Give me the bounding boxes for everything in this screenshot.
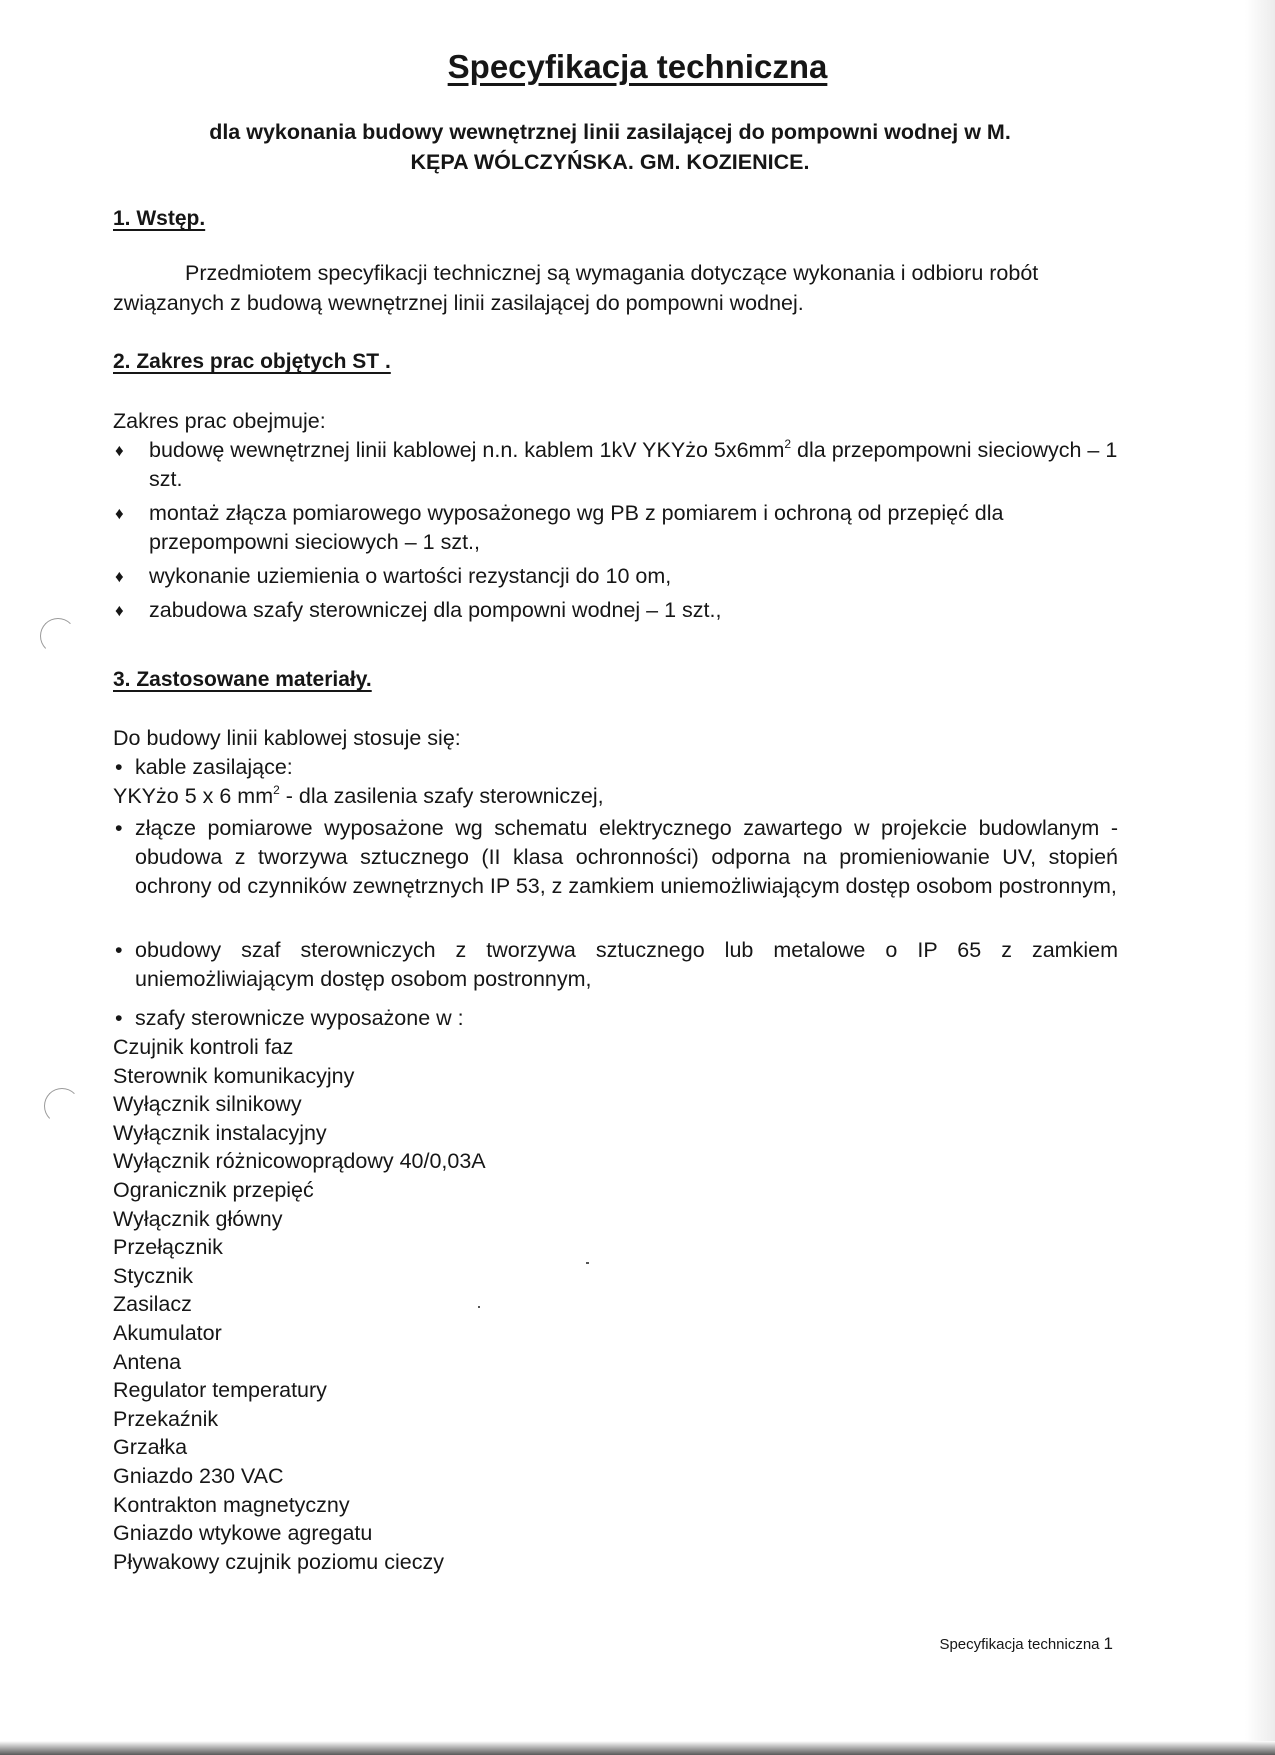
list-item: Akumulator xyxy=(113,1320,222,1345)
list-item: ♦ zabudowa szafy sterowniczej dla pompowni wodnej – 1 szt., xyxy=(113,596,1118,625)
footer-label: Specyfikacja techniczna xyxy=(939,1636,1100,1653)
list-item: Wyłącznik silnikowy xyxy=(113,1092,302,1117)
list-item: Zasilacz xyxy=(113,1292,192,1317)
list-item: Stycznik xyxy=(113,1263,194,1288)
section-heading-wstep: 1. Wstęp. xyxy=(113,207,206,230)
scope-list xyxy=(113,436,1118,630)
diamond-bullet-icon: ♦ xyxy=(115,441,124,460)
intro-paragraph: Przedmiotem specyfikacji technicznej są wymagania dotyczące wykonania i odbioru robót związanych z budową wewnętrznej linii zasilającej do pompowni wodnej. xyxy=(113,261,1039,315)
list-item: Przekaźnik xyxy=(113,1406,219,1431)
cables-label-item: • kable zasilające: xyxy=(113,753,1118,782)
list-item: ♦ wykonanie uziemienia o wartości rezystancji do 10 om, xyxy=(113,562,1118,591)
section-heading-materialy: 3. Zastosowane materiały. xyxy=(113,668,372,691)
materials-intro: Do budowy linii kablowej stosuje się: xyxy=(113,726,461,750)
list-item: Grzałka xyxy=(113,1435,188,1460)
diamond-bullet-icon: ♦ xyxy=(115,567,124,586)
dot-bullet-icon: • xyxy=(115,816,123,840)
scope-intro: Zakres prac obejmuje: xyxy=(113,409,326,433)
list-item: Kontrakton magnetyczny xyxy=(113,1492,350,1517)
obudowy-item: • obudowy szaf sterowniczych z tworzywa sztucznego lub metalowe o IP 65 z zamkiem uniemożliwiającym dostęp osobom postronnym, xyxy=(115,938,1118,991)
list-item: Przełącznik xyxy=(113,1235,223,1260)
dot-bullet-icon: • xyxy=(115,1006,123,1030)
list-item: Antena xyxy=(113,1349,182,1374)
dot-bullet-icon: • xyxy=(115,938,123,962)
list-item: Czujnik kontroli faz xyxy=(113,1035,294,1059)
list-item: Ogranicznik przepięć xyxy=(113,1177,314,1202)
subtitle-line: dla wykonania budowy wewnętrznej linii zasilającej do pompowni wodnej w M. xyxy=(209,120,1011,144)
cable-spec: YKYżo 5 x 6 $mm^2$ - dla zasilenia szafy sterowniczej, xyxy=(113,783,604,808)
list-item: Wyłącznik instalacyjny xyxy=(113,1120,327,1145)
list-item: Wyłącznik różnicowoprądowy 40/0,03A xyxy=(113,1149,486,1174)
diamond-bullet-icon: ♦ xyxy=(115,504,124,523)
szafy-item: • szafy sterownicze wyposażone w : xyxy=(113,1004,1118,1033)
list-item: Gniazdo 230 VAC xyxy=(113,1463,284,1488)
diamond-bullet-icon: ♦ xyxy=(115,601,124,620)
scan-shadow-right xyxy=(1245,0,1275,1755)
punch-hole-mark xyxy=(40,618,76,654)
page-title: Specyfikacja techniczna xyxy=(447,48,828,85)
punch-hole-mark xyxy=(44,1088,80,1124)
page-number: 1 xyxy=(1103,1634,1113,1653)
section-heading-zakres: 2. Zakres prac objętych ST . xyxy=(113,350,391,373)
list-item: Gniazdo wtykowe agregatu xyxy=(113,1521,373,1546)
zlacze-item: • złącze pomiarowe wyposażone wg schematu elektrycznego zawartego w projekcie budowlanym - obudowa z tworzywa sztucznego (II klasa ochronności) odporna na promieniowanie UV, stopień ochrony od czynników zewnętrznych IP 53, z zamkiem uniemożliwiającym dostęp osobom postronnym, xyxy=(115,816,1118,898)
list-item: Sterownik komunikacyjny xyxy=(113,1063,355,1088)
list-item: Pływakowy czujnik poziomu cieczy xyxy=(113,1549,444,1574)
list-item: Regulator temperatury xyxy=(113,1378,327,1403)
subtitle-line: KĘPA WÓLCZYŃSKA. GM. KOZIENICE. xyxy=(410,150,810,174)
dot-bullet-icon: • xyxy=(115,755,123,779)
document-subtitle xyxy=(110,117,1110,177)
list-item: ♦ budowę wewnętrznej linii kablowej n.n. kablem 1kV YKYżo $5x6mm^2$ dla przepompowni sieciowych – 1 szt. xyxy=(115,437,1118,491)
page-footer xyxy=(939,1634,1113,1654)
list-item: Wyłącznik główny xyxy=(113,1206,283,1231)
equipment-list xyxy=(113,1033,486,1576)
scan-shadow-bottom xyxy=(0,1741,1275,1755)
scan-speck xyxy=(586,1262,589,1264)
list-item: ♦ montaż złącza pomiarowego wyposażonego wg PB z pomiarem i ochroną od przepięć dla przepompowni sieciowych – 1 szt., xyxy=(115,501,1004,554)
